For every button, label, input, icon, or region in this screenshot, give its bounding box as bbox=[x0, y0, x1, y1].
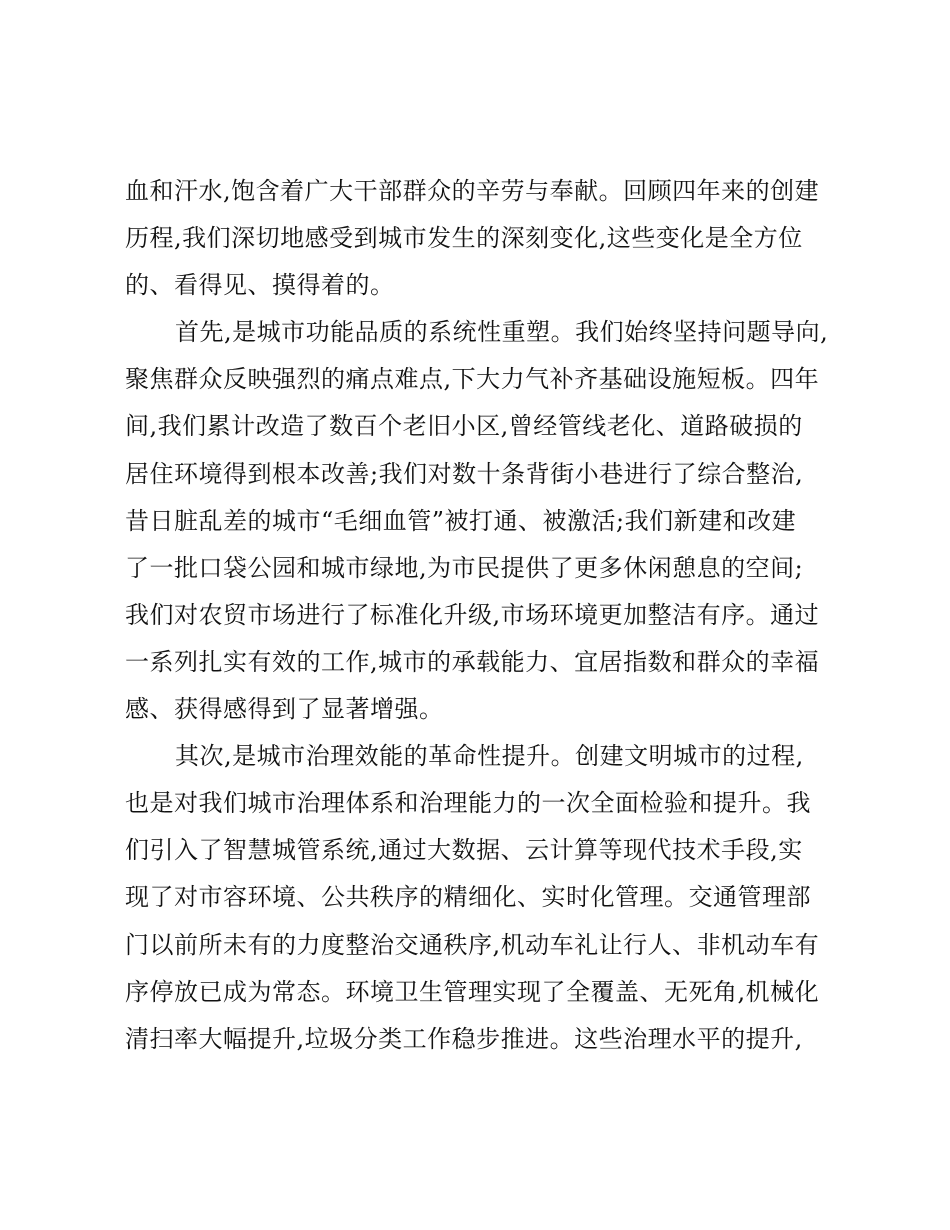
paragraph-3-line-3: 们引入了智慧城管系统,通过大数据、云计算等现代技术手段,实 bbox=[125, 836, 803, 865]
paragraph-3-line-1: 其次,是城市治理效能的革命性提升。创建文明城市的过程, bbox=[175, 742, 804, 771]
paragraph-2-line-3: 间,我们累计改造了数百个老旧小区,曾经管线老化、道路破损的 bbox=[125, 412, 803, 441]
paragraph-2-line-8: 一系列扎实有效的工作,城市的承载能力、宜居指数和群众的幸福 bbox=[125, 647, 820, 676]
paragraph-1-line-3: 的、看得见、摸得着的。 bbox=[125, 271, 395, 300]
paragraph-3-line-7: 清扫率大幅提升,垃圾分类工作稳步推进。这些治理水平的提升, bbox=[125, 1024, 803, 1053]
body-text bbox=[125, 168, 835, 1063]
paragraph-2-line-7: 我们对农贸市场进行了标准化升级,市场环境更加整洁有序。通过 bbox=[125, 600, 820, 629]
paragraph-3-line-4: 现了对市容环境、公共秩序的精细化、实时化管理。交通管理部 bbox=[125, 883, 811, 912]
paragraph-2-line-4: 居住环境得到根本改善;我们对数十条背街小巷进行了综合整治, bbox=[125, 459, 804, 488]
paragraph-2-line-2: 聚焦群众反映强烈的痛点难点,下大力气补齐基础设施短板。四年 bbox=[125, 365, 820, 394]
paragraph-3-line-5: 门以前所未有的力度整治交通秩序,机动车礼让行人、非机动车有 bbox=[125, 930, 820, 959]
paragraph-1-line-1: 血和汗水,饱含着广大干部群众的辛劳与奉献。回顾四年来的创建 bbox=[125, 177, 820, 205]
paragraph-1-line-2: 历程,我们深切地感受到城市发生的深刻变化,这些变化是全方位 bbox=[125, 224, 803, 253]
paragraph-2-line-5: 昔日脏乱差的城市“毛细血管”被打通、被激活;我们新建和改建 bbox=[125, 506, 797, 535]
paragraph-2-line-9: 感、获得感得到了显著增强。 bbox=[125, 695, 444, 724]
paragraph-2-line-6: 了一批口袋公园和城市绿地,为市民提供了更多休闲憩息的空间; bbox=[125, 553, 804, 582]
paragraph-2-line-1: 首先,是城市功能品质的系统性重塑。我们始终坚持问题导向, bbox=[175, 318, 829, 347]
paragraph-3-line-6: 序停放已成为常态。环境卫生管理实现了全覆盖、无死角,机械化 bbox=[125, 977, 820, 1006]
paragraph-3-line-2: 也是对我们城市治理体系和治理能力的一次全面检验和提升。我 bbox=[125, 789, 811, 818]
